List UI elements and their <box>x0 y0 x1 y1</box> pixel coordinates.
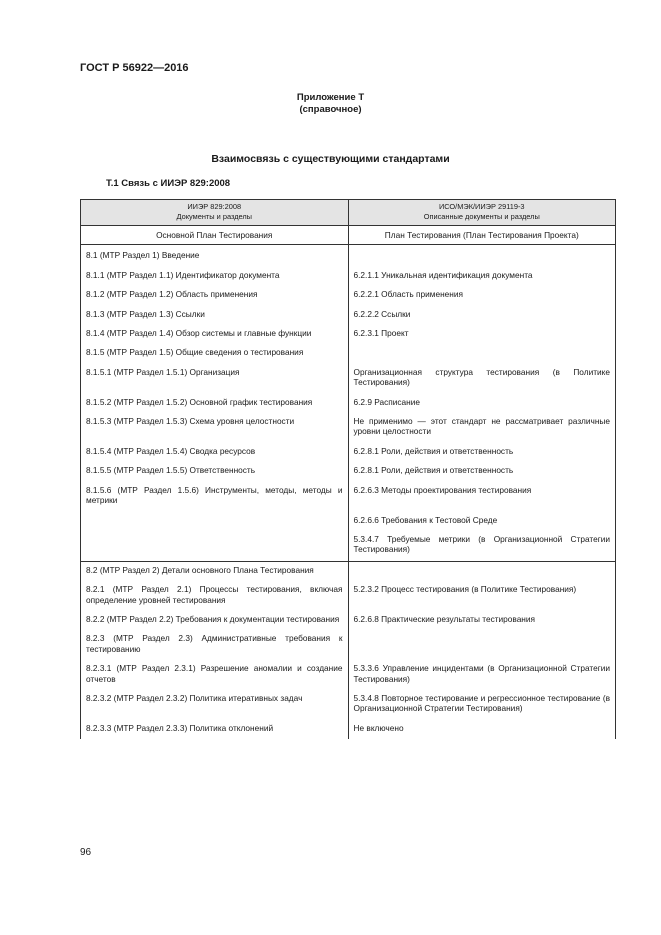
cell-ieee829: 8.1.5.6 (МТР Раздел 1.5.6) Инструменты, методы, методы и метрики <box>81 482 349 512</box>
cell-ieee829: 8.2.3 (МТР Раздел 2.3) Административные требования к тестированию <box>81 630 349 660</box>
table-row <box>81 581 616 611</box>
cell-ieee829: 8.2 (МТР Раздел 2) Детали основного Плана Тестирования <box>81 561 349 581</box>
subheader-right: План Тестирования (План Тестирования Проекта) <box>348 226 616 245</box>
table-row <box>81 561 616 581</box>
page-title: Взаимосвязь с существующими стандартами <box>211 153 450 165</box>
cell-iso29119 <box>348 630 616 660</box>
cell-iso29119: 5.3.4.7 Требуемые метрики (в Организационной Стратегии Тестирования) <box>348 531 616 561</box>
cell-ieee829: 8.1.5.1 (МТР Раздел 1.5.1) Организация <box>81 364 349 394</box>
cell-ieee829 <box>81 531 349 561</box>
cell-ieee829: 8.1.1 (МТР Раздел 1.1) Идентификатор документа <box>81 267 349 286</box>
cell-iso29119: 5.3.3.6 Управление инцидентами (в Организационной Стратегии Тестирования) <box>348 660 616 690</box>
table-row <box>81 512 616 531</box>
table-row <box>81 306 616 325</box>
table-row <box>81 344 616 363</box>
page-number: 96 <box>80 847 92 858</box>
cell-iso29119: 6.2.2.1 Область применения <box>348 286 616 305</box>
cell-iso29119: 6.2.8.1 Роли, действия и ответственность <box>348 462 616 481</box>
section-title: Т.1 Связь с ИИЭР 829:2008 <box>106 178 231 189</box>
header-iso29119-subtitle: Описанные документы и разделы <box>423 212 540 221</box>
table-row <box>81 394 616 413</box>
cell-ieee829: 8.1 (МТР Раздел 1) Введение <box>81 245 349 267</box>
cell-iso29119: 6.2.6.3 Методы проектирования тестирования <box>348 482 616 512</box>
cell-iso29119 <box>348 561 616 581</box>
cell-ieee829: 8.2.3.1 (МТР Раздел 2.3.1) Разрешение аномалии и создание отчетов <box>81 660 349 690</box>
cell-iso29119: 6.2.3.1 Проект <box>348 325 616 344</box>
header-ieee829 <box>81 200 349 226</box>
cell-iso29119: 6.2.2.2 Ссылки <box>348 306 616 325</box>
table-row <box>81 482 616 512</box>
cell-ieee829: 8.1.5.3 (МТР Раздел 1.5.3) Схема уровня целостности <box>81 413 349 443</box>
table-row <box>81 325 616 344</box>
cell-iso29119: Не включено <box>348 720 616 739</box>
table-row <box>81 364 616 394</box>
header-ieee829-title: ИИЭР 829:2008 <box>187 202 242 211</box>
cell-iso29119: 6.2.9 Расписание <box>348 394 616 413</box>
cell-iso29119: 5.2.3.2 Процесс тестирования (в Политике Тестирования) <box>348 581 616 611</box>
cell-ieee829: 8.2.3.3 (МТР Раздел 2.3.3) Политика отклонений <box>81 720 349 739</box>
table-row <box>81 462 616 481</box>
table-row <box>81 690 616 720</box>
cell-ieee829: 8.1.5 (МТР Раздел 1.5) Общие сведения о тестирования <box>81 344 349 363</box>
cell-ieee829: 8.2.1 (МТР Раздел 2.1) Процессы тестирования, включая определение уровней тестирования <box>81 581 349 611</box>
annex-title: Приложение Т <box>296 92 365 103</box>
cell-iso29119: Не применимо — этот стандарт не рассматривает различные уровни целостности <box>348 413 616 443</box>
subheader-left: Основной План Тестирования <box>81 226 349 245</box>
table-header-row <box>81 200 616 226</box>
table-row <box>81 720 616 739</box>
doc-code: ГОСТ Р 56922—2016 <box>80 62 189 74</box>
table-body <box>81 226 616 740</box>
cell-ieee829 <box>81 512 349 531</box>
table-row <box>81 443 616 462</box>
table-row <box>81 630 616 660</box>
cell-iso29119: 6.2.1.1 Уникальная идентификация документа <box>348 267 616 286</box>
cell-ieee829: 8.2.3.2 (МТР Раздел 2.3.2) Политика итеративных задач <box>81 690 349 720</box>
cell-iso29119: Организационная структура тестирования (в Политике Тестирования) <box>348 364 616 394</box>
cell-iso29119 <box>348 344 616 363</box>
header-iso29119 <box>348 200 616 226</box>
header-ieee829-subtitle: Документы и разделы <box>176 212 252 221</box>
cell-iso29119 <box>348 245 616 267</box>
cell-ieee829: 8.1.5.2 (МТР Раздел 1.5.2) Основной график тестирования <box>81 394 349 413</box>
table-row <box>81 660 616 690</box>
cell-iso29119: 5.3.4.8 Повторное тестирование и регрессионное тестирование (в Организационной Стратегии Тестирования) <box>348 690 616 720</box>
table-row <box>81 245 616 267</box>
cell-iso29119: 6.2.6.8 Практические результаты тестирования <box>348 611 616 630</box>
table-row <box>81 531 616 561</box>
table-row <box>81 413 616 443</box>
table-row <box>81 611 616 630</box>
cell-ieee829: 8.1.2 (МТР Раздел 1.2) Область применения <box>81 286 349 305</box>
table-row <box>81 267 616 286</box>
annex-subtitle: (справочное) <box>299 104 362 115</box>
table-row <box>81 286 616 305</box>
cell-iso29119: 6.2.6.6 Требования к Тестовой Среде <box>348 512 616 531</box>
cell-iso29119: 6.2.8.1 Роли, действия и ответственность <box>348 443 616 462</box>
cell-ieee829: 8.1.4 (МТР Раздел 1.4) Обзор системы и главные функции <box>81 325 349 344</box>
table-subheader-row <box>81 226 616 245</box>
cell-ieee829: 8.1.5.4 (МТР Раздел 1.5.4) Сводка ресурсов <box>81 443 349 462</box>
header-iso29119-title: ИСО/МЭК/ИИЭР 29119-3 <box>438 202 525 211</box>
cell-ieee829: 8.1.5.5 (МТР Раздел 1.5.5) Ответственность <box>81 462 349 481</box>
correspondence-table <box>80 199 616 739</box>
cell-ieee829: 8.2.2 (МТР Раздел 2.2) Требования к документации тестирования <box>81 611 349 630</box>
cell-ieee829: 8.1.3 (МТР Раздел 1.3) Ссылки <box>81 306 349 325</box>
